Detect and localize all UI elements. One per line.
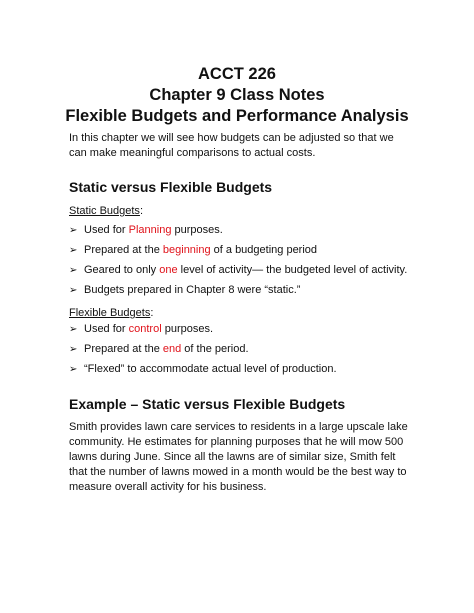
flexible-budgets-list	[69, 322, 337, 382]
title-block	[0, 64, 474, 127]
list-item	[69, 322, 337, 342]
arrow-bullet-icon: ➢	[69, 324, 78, 335]
list-item	[69, 243, 407, 263]
intro-paragraph: In this chapter we will see how budgets can be adjusted so that we can make meaningful comparisons to actual costs.	[69, 132, 394, 159]
highlight-text: end	[162, 343, 182, 355]
highlight-text: one	[159, 264, 178, 276]
section-heading-example: Example – Static versus Flexible Budgets	[69, 396, 346, 412]
bullet-text: purposes.	[161, 323, 214, 335]
arrow-bullet-icon: ➢	[69, 285, 78, 296]
bullet-text: Used for	[84, 323, 129, 335]
bullet-text: Prepared at the	[84, 244, 163, 256]
bullet-text: of a budgeting period	[210, 244, 318, 256]
topic-title: Flexible Budgets and Performance Analysis	[65, 107, 409, 125]
highlight-text: control	[128, 323, 162, 335]
list-item	[69, 223, 407, 243]
bullet-text: Used for	[84, 224, 129, 236]
list-item	[69, 263, 407, 283]
bullet-text: Budgets prepared in Chapter 8 were “static.”	[84, 284, 301, 296]
bullet-text: purposes.	[171, 224, 223, 236]
static-budgets-label-text: Static Budgets	[69, 205, 140, 217]
list-item	[69, 283, 407, 303]
course-code: ACCT 226	[198, 65, 276, 83]
list-item	[69, 342, 337, 362]
static-budgets-colon: :	[139, 205, 143, 217]
bullet-text: of the period.	[181, 343, 249, 355]
arrow-bullet-icon: ➢	[69, 245, 78, 256]
section-heading-static-flexible: Static versus Flexible Budgets	[69, 179, 273, 195]
bullet-text: level of activity— the budgeted level of activity.	[177, 264, 408, 276]
flexible-budgets-label	[69, 306, 153, 320]
bullet-text: “Flexed” to accommodate actual level of production.	[84, 363, 337, 375]
arrow-bullet-icon: ➢	[69, 364, 78, 375]
static-budgets-list	[69, 223, 407, 303]
bullet-text: Prepared at the	[84, 343, 163, 355]
arrow-bullet-icon: ➢	[69, 265, 78, 276]
chapter-title: Chapter 9 Class Notes	[149, 86, 325, 104]
arrow-bullet-icon: ➢	[69, 344, 78, 355]
arrow-bullet-icon: ➢	[69, 225, 78, 236]
flexible-budgets-colon: :	[150, 307, 154, 319]
highlight-text: beginning	[162, 244, 211, 256]
example-paragraph: Smith provides lawn care services to residents in a large upscale lake community. He estimates for planning purposes that he will mow 500 lawns during June. Since all the lawns are of similar size, Smith felt that the number of lawns mowed in a month would be the best way to measure overall activity for his business.	[69, 421, 408, 493]
static-budgets-label	[69, 204, 143, 218]
bullet-text: Geared to only	[84, 264, 160, 276]
list-item	[69, 362, 337, 382]
flexible-budgets-label-text: Flexible Budgets	[69, 307, 151, 319]
highlight-text: Planning	[128, 224, 172, 236]
